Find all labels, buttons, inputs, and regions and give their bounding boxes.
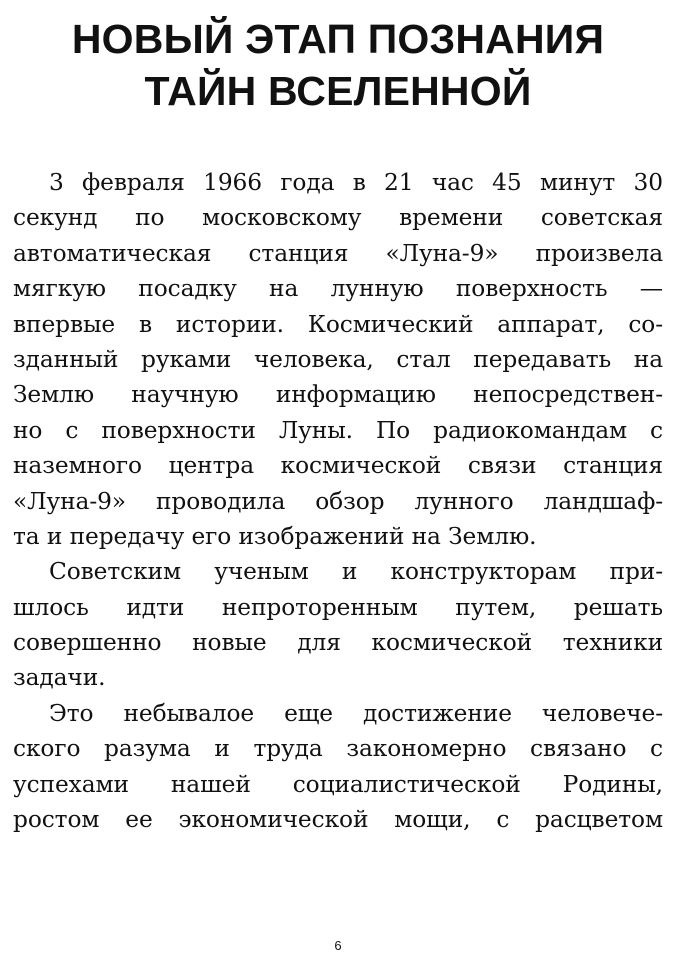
text-line: мягкую посадку на лунную поверхность — xyxy=(13,275,663,303)
page-title-line-1: НОВЫЙ ЭТАП ПОЗНАНИЯ xyxy=(71,16,605,62)
text-line: ростом ее экономической мощи, с расцветом xyxy=(13,806,663,834)
text-line: «Луна-9» проводила обзор лунного ландшаф- xyxy=(13,487,663,515)
text-line: ского разума и труда закономерно связано с xyxy=(13,735,663,763)
text-line: Советским ученым и конструкторам при- xyxy=(49,558,663,586)
text-line: та и передачу его изображений на Землю. xyxy=(13,522,537,550)
text-line: 3 февраля 1966 года в 21 час 45 минут 30 xyxy=(49,169,663,196)
text-line: но с поверхности Луны. По радиокомандам с xyxy=(13,416,663,444)
body-text xyxy=(13,165,663,837)
text-line: шлось идти непроторенным путем, решать xyxy=(13,593,663,621)
text-line: успехами нашей социалистической Родины, xyxy=(13,770,663,798)
text-line: автоматическая станция «Луна-9» произвела xyxy=(13,239,663,267)
page-title-line-2: ТАЙН ВСЕЛЕННОЙ xyxy=(144,68,532,114)
text-line: впервые в истории. Космический аппарат, со- xyxy=(13,310,663,338)
text-line: Землю научную информацию непосредствен- xyxy=(13,381,663,409)
page-number: 6 xyxy=(334,938,342,953)
text-line: задачи. xyxy=(13,664,106,692)
text-line: Это небывалое еще достижение человече- xyxy=(49,699,663,727)
text-line: совершенно новые для космической техники xyxy=(13,629,663,657)
text-line: зданный руками человека, стал передавать на xyxy=(13,345,663,373)
text-line: секунд по московскому времени советская xyxy=(13,204,663,232)
text-line: наземного центра космической связи станция xyxy=(13,452,663,480)
